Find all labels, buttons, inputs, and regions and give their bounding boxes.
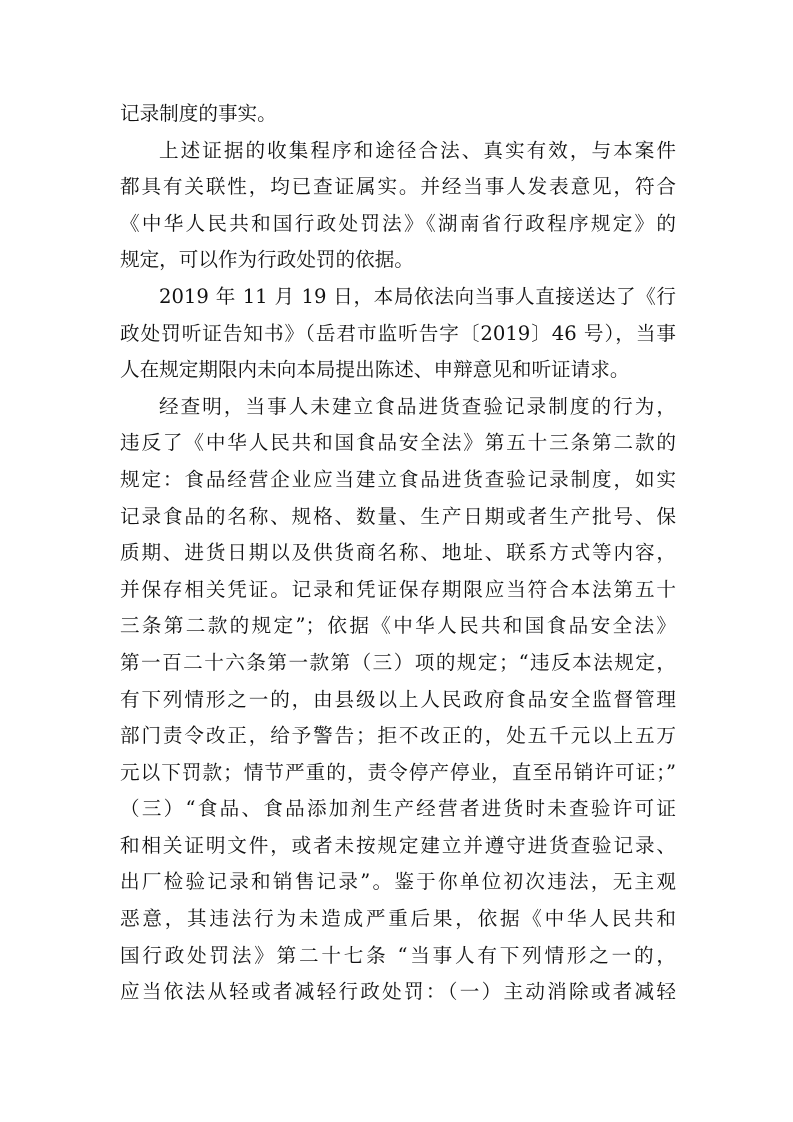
text-line: 2019 年 11 月 19 日，本局依法向当事人直接送达了《行	[159, 284, 676, 308]
text-line: 出厂检验记录和销售记录”。鉴于你单位初次违法，无主观	[120, 870, 676, 894]
text-line: 《中华人民共和国行政处罚法》《湖南省行政程序规定》的	[120, 211, 676, 235]
text-line: 政处罚听证告知书》（岳君市监听告字〔2019〕46 号），当事	[120, 321, 676, 345]
text-line: 三条第二款的规定”；依据《中华人民共和国食品安全法》	[120, 614, 676, 638]
text-line: 违反了《中华人民共和国食品安全法》第五十三条第二款的	[120, 431, 676, 455]
text-line: 元以下罚款；情节严重的，责令停产停业，直至吊销许可证；”	[120, 760, 676, 784]
text-line: 部门责令改正，给予警告；拒不改正的，处五千元以上五万	[120, 724, 676, 748]
text-line: 经查明，当事人未建立食品进货查验记录制度的行为，	[159, 394, 676, 418]
text-line: 记录制度的事实。	[120, 102, 277, 125]
document-body	[120, 96, 676, 1011]
text-line: 第一百二十六条第一款第（三）项的规定；“违反本法规定，	[120, 650, 676, 674]
text-line: 人在规定期限内未向本局提出陈述、申辩意见和听证请求。	[120, 358, 630, 382]
text-line: 恶意，其违法行为未造成严重后果，依据《中华人民共和	[120, 907, 676, 931]
text-line: 规定，可以作为行政处罚的依据。	[120, 248, 414, 272]
text-line: 并保存相关凭证。记录和凭证保存期限应当符合本法第五十	[120, 577, 676, 601]
text-line: 质期、进货日期以及供货商名称、地址、联系方式等内容，	[120, 541, 676, 565]
text-line: 有下列情形之一的，由县级以上人民政府食品安全监督管理	[120, 687, 676, 711]
text-line: 规定：食品经营企业应当建立食品进货查验记录制度，如实	[120, 467, 676, 491]
text-line: 记录食品的名称、规格、数量、生产日期或者生产批号、保	[120, 504, 676, 528]
text-line: 国行政处罚法》第二十七条 “当事人有下列情形之一的，	[120, 943, 676, 967]
text-line: 应当依法从轻或者减轻行政处罚：（一）主动消除或者减轻	[120, 980, 676, 1004]
text-line: 和相关证明文件，或者未按规定建立并遵守进货查验记录、	[120, 833, 676, 857]
text-line: （三）“食品、食品添加剂生产经营者进货时未查验许可证	[120, 797, 676, 821]
text-line: 都具有关联性，均已查证属实。并经当事人发表意见，符合	[120, 175, 676, 199]
text-line: 上述证据的收集程序和途径合法、真实有效，与本案件	[159, 138, 676, 162]
